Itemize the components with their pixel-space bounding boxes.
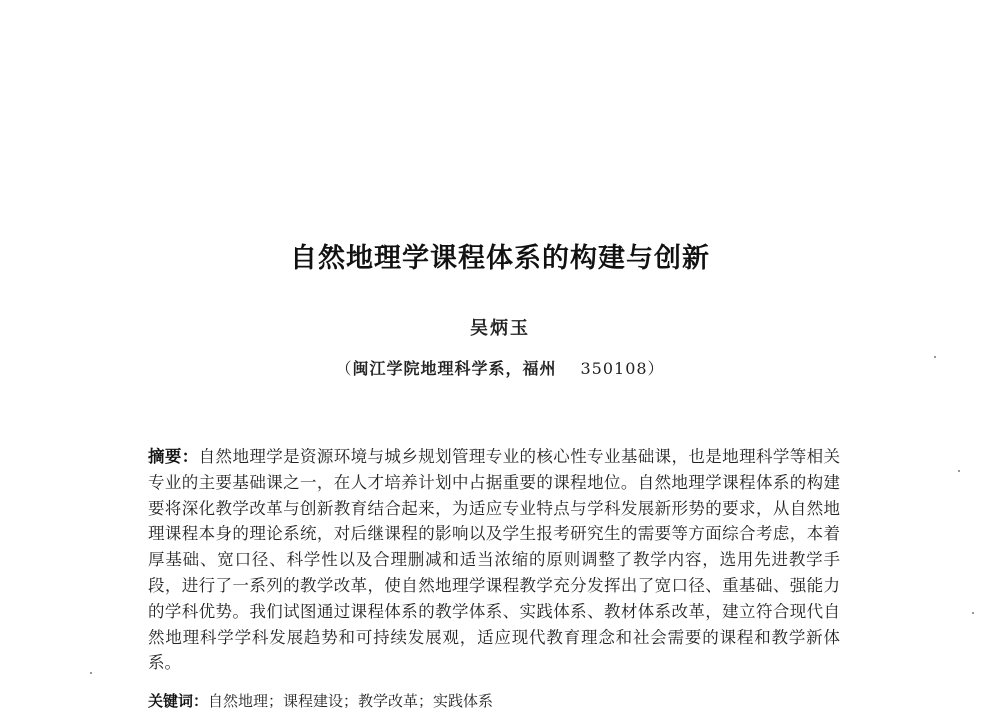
paper-affiliation	[0, 356, 1000, 379]
scan-speck	[958, 470, 960, 472]
keywords-line	[148, 690, 840, 708]
affiliation-open-paren: （	[335, 359, 353, 378]
abstract-paragraph	[148, 444, 840, 676]
keywords-text: 自然地理；课程建设；教学改革；实践体系	[208, 692, 494, 708]
paper-author: 吴炳玉	[470, 318, 530, 339]
keywords-label: 关键词：	[148, 692, 209, 708]
affiliation-postal-code: 350108	[580, 359, 648, 378]
scan-speck	[90, 672, 92, 674]
affiliation-institution: 闽江学院地理科学系，福州	[352, 359, 557, 378]
abstract-text: 自然地理学是资源环境与城乡规划管理专业的核心性专业基础课，也是地理科学等相关专业的主要基础课之一，在人才培养计划中占据重要的课程地位。自然地理学课程体系的构建要将深化教学改革与创新教育结合起来，为适应专业特点与学科发展新形势的要求，从自然地理课程本身的理论系统，对后继课程的影响以及学生报考研究生的需要等方面综合考虑，本着厚基础、宽口径、科学性以及合理删减和适当浓缩的原则调整了教学内容，选用先进教学手段，进行了一系列的教学改革，使自然地理学课程教学充分发挥出了宽口径、重基础、强能力的学科优势。我们试图通过课程体系的教学体系、实践体系、教材体系改革，建立符合现代自然地理科学学科发展趋势和可持续发展观，适应现代教育理念和社会需要的课程和教学新体系。	[148, 447, 841, 673]
scan-speck	[934, 356, 936, 358]
paper-title: 自然地理学课程体系的构建与创新	[290, 243, 710, 274]
scan-speck	[972, 612, 974, 614]
abstract-label: 摘要：	[148, 447, 199, 466]
affiliation-close-paren: ）	[647, 359, 665, 378]
